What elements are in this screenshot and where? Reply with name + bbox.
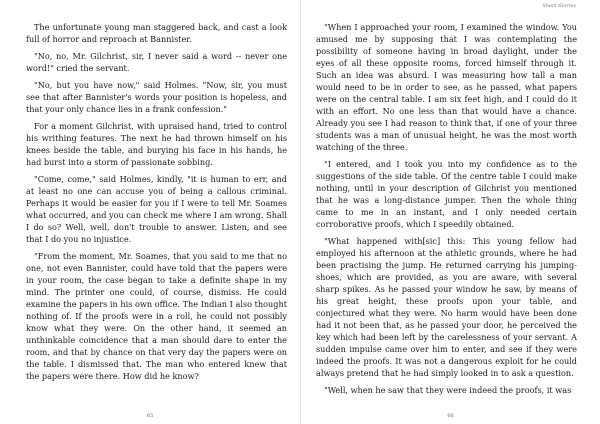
paragraph: The unfortunate young man staggered back, and cast a look full of horror and reproach at Bannister. [26, 22, 287, 44]
page-number-right: 66 [447, 413, 454, 419]
paragraph: "From the moment, Mr. Soames, that you said to me that no one, not even Bannister, could have told that the papers were in your room, the case began to take a definite shape in my mind. The printer one could, of course, dismiss. He could examine the papers in his own office. The Indian I also thought nothing of. If the proofs were in a roll, he could not possibly know what they were. On the other hand, it seemed an unthinkable coincidence that a man should dare to enter the room, and that by chance on that very day the papers were on the table. I dismissed that. The man who entered knew that the papers were there. How did he know? [26, 251, 287, 381]
right-page-body [316, 21, 577, 401]
paragraph: For a moment Gilchrist, with upraised hand, tried to control his writhing features. The next he had thrown himself on his knees beside the table, and burying his face in his hands, he had burst into a storm of passionate sobbing. [26, 121, 287, 167]
running-header: Short Stories [542, 3, 576, 9]
paragraph: "When I approached your room, I examined the window. You amused me by supposing that I was contemplating the possibility of someone having in broad daylight, under the eyes of all these opposite rooms, forced himself through it. Such an idea was absurd. I was measuring how tall a man would need to be in order to see, as he passed, what papers were on the central table. I am six feet high, and I could do it with an effort. No one less than that would have a chance. Already you see I had reason to think that, if one of your three students was a man of unusual height, he was the most worth watching of the three. [316, 22, 577, 152]
page-number-left: 65 [146, 413, 154, 419]
paragraph: "No, but you have now," said Holmes. "Now, sir, you must see that after Bannister's words your position is hopeless, and that your only chance lies in a frank confession." [26, 80, 287, 114]
left-page-body [26, 21, 287, 387]
right-page [300, 0, 600, 424]
paragraph: "No, no, Mr. Gilchrist, sir, I never said a word -- never one word!" cried the servant. [26, 51, 287, 73]
paragraph: "Come, come," said Holmes, kindly, "it is human to err, and at least no one can accuse you of being a callous criminal. Perhaps it would be easier for you if I were to tell Mr. Soames what occurred, and you can check me where I am wrong. Shall I do so? Well, well, don't trouble to answer. Listen, and see that I do you no injustice. [26, 174, 287, 244]
paragraph: "What happened with[sic] this: This young fellow had employed his afternoon at the athletic grounds, where he had been practising the jump. He returned carrying his jumping-shoes, which are provided, as you are aware, with several sharp spikes. As he passed your window he saw, by means of his great height, these proofs upon your table, and conjectured what they were. No harm would have been done had it not been that, as he passed your door, he perceived the key which had been left by the carelessness of your servant. A sudden impulse came over him to enter, and see if they were indeed the proofs. It was not a dangerous exploit for he could always pretend that he had simply looked in to ask a question. [316, 236, 577, 378]
paragraph: "Well, when he saw that they were indeed the proofs, it was [324, 385, 572, 395]
paragraph: "I entered, and I took you into my confidence as to the suggestions of the side table. Of the centre table I could make nothing, until in your description of Gilchrist you mentioned that he was a long-distance jumper. Then the whole thing came to me in an instant, and I only needed certain corroborative proofs, which I speedily obtained. [316, 159, 577, 229]
